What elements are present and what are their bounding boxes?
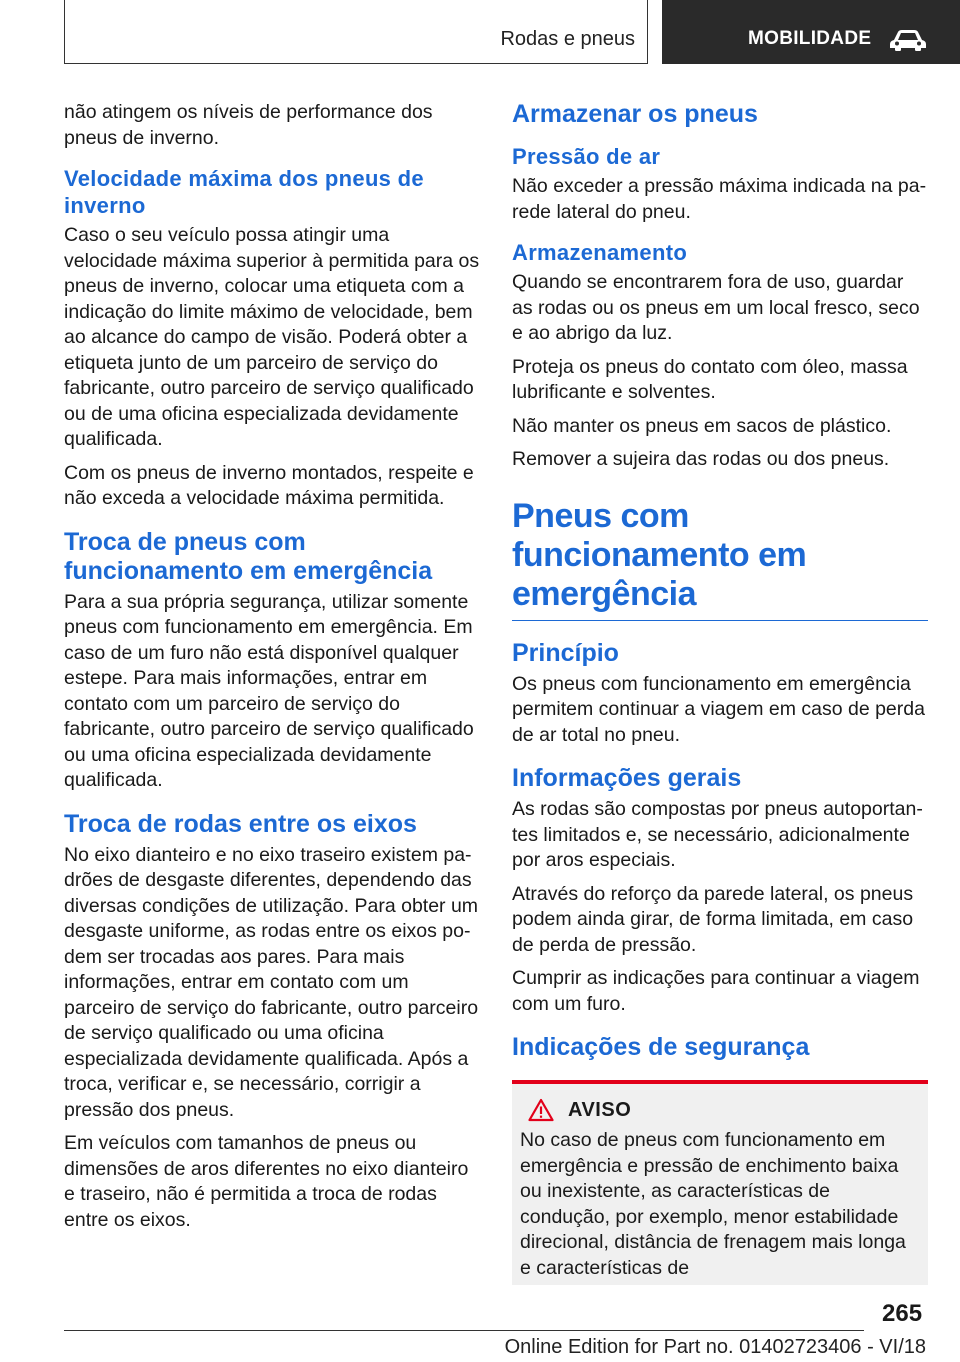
heading-general-info: Informações gerais — [512, 764, 742, 792]
page-header — [0, 0, 960, 66]
warning-triangle-icon — [528, 1098, 554, 1122]
paragraph-air-pressure: Não exceder a pressão máxima indicada na parede lateral do pneu. — [512, 175, 927, 223]
heading-store-tires: Armazenar os pneus — [512, 100, 758, 128]
page-number: 265 — [882, 1300, 923, 1327]
footer-divider — [64, 1330, 864, 1331]
header-chapter-tab — [662, 0, 960, 64]
paragraph-principle: Os pneus com funcionamento em emergência permitem continuar a viagem em caso de perda de ar total no pneu. — [512, 672, 925, 746]
warning-header — [520, 1098, 920, 1122]
paragraph-runflat-change: Para a sua própria segurança, utilizar somente pneus com funcionamento em emergência. Em caso de um furo não está disponível qualquer estepe. Para mais informações, entrar em contato com um parceiro de serviço do fabricante, outro parceiro de serviço qualificado ou uma oficina especializada devidamente qualificada. — [64, 590, 474, 791]
header-section-title: Rodas e pneus — [500, 28, 635, 50]
paragraph-winter-speed-label: Caso o seu veículo possa atingir uma velocidade máxima superior à permitida para os pneus de inverno, colocar uma etiqueta com a indicação do limite máximo de velocidade, bem ao alcance do campo de visão. Poderá obter a etiqueta junto de um parceiro de serviço do fabricante, outro parceiro de serviço qualificado ou de uma oficina especializada devidamente qualificada. — [64, 224, 480, 450]
header-section-box — [64, 0, 648, 64]
paragraph-general-sidewall: Através do reforço da parede lateral, os pneus podem ainda girar, de forma limitada, em caso de perda de pressão. — [512, 882, 914, 956]
heading-principle: Princípio — [512, 638, 619, 667]
paragraph-winter-continuation: não atingem os níveis de performance dos pneus de inverno. — [64, 101, 433, 149]
left-column — [64, 100, 480, 1241]
heading-safety-notes: Indicações de segurança — [512, 1033, 810, 1061]
paragraph-general-composition: As rodas são compostas por pneus autoportantes limitados e, se necessário, adicionalmente por aros especiais. — [512, 798, 923, 871]
heading-axle-swap: Troca de rodas entre os eixos — [64, 809, 417, 838]
header-chapter-title: MOBILIDADE — [748, 28, 872, 49]
paragraph-storage-bags: Não manter os pneus em sacos de plástico. — [512, 414, 892, 437]
right-column — [512, 100, 928, 1285]
paragraph-storage-clean: Remover a sujeira das rodas ou dos pneus. — [512, 448, 890, 470]
footer-edition: Online Edition for Part no. 01402723406 - VI/18 — [504, 1336, 926, 1358]
paragraph-axle-swap: No eixo dianteiro e no eixo traseiro existem padrões de desgaste diferentes, dependendo das diversas condições de utilização. Para obter um desgaste uniforme, as rodas entre os eixos podem ser trocadas aos pares. Para mais informações, entrar em contato com um parceiro de serviço do fabricante, outro parceiro de serviço qualificado ou uma oficina especializada devidamente qualificada. Após a troca, verificar e, se necessário, corrigir a pressão dos pneus. — [64, 843, 479, 1121]
paragraph-axle-swap-restriction: Em veículos com tamanhos de pneus ou dimensões de aros diferentes no eixo dianteiro e traseiro, não é permitida a troca de rodas entre os eixos. — [64, 1132, 469, 1231]
heading-runflat-change: Troca de pneus com funcionamento em emergência — [64, 527, 433, 585]
warning-box — [512, 1080, 928, 1285]
heading-winter-max-speed: Velocidade máxima dos pneus de inverno — [64, 166, 424, 218]
paragraph-winter-speed-respect: Com os pneus de inverno montados, respeite e não exceda a velocidade máxima permitida. — [64, 461, 474, 509]
car-icon — [888, 28, 928, 52]
heading-runflat-tires: Pneus com funcionamento em emergência — [512, 497, 928, 621]
paragraph-storage-protect: Proteja os pneus do contato com óleo, massa lubrificante e solventes. — [512, 355, 908, 403]
paragraph-storage-location: Quando se encontrarem fora de uso, guardar as rodas ou os pneus em um local fresco, seco e ao abrigo da luz. — [512, 271, 920, 344]
heading-air-pressure: Pressão de ar — [512, 144, 661, 169]
paragraph-general-continue: Cumprir as indicações para continuar a viagem com um furo. — [512, 967, 920, 1015]
warning-text: No caso de pneus com funcionamento em emergência e pressão de enchimento baixa ou inexistente, as características de condução, por exemplo, menor estabilidade direcional, distância de frenagem mais longa e características de — [520, 1129, 906, 1279]
heading-storage: Armazenamento — [512, 240, 688, 265]
warning-title: AVISO — [568, 1098, 632, 1121]
